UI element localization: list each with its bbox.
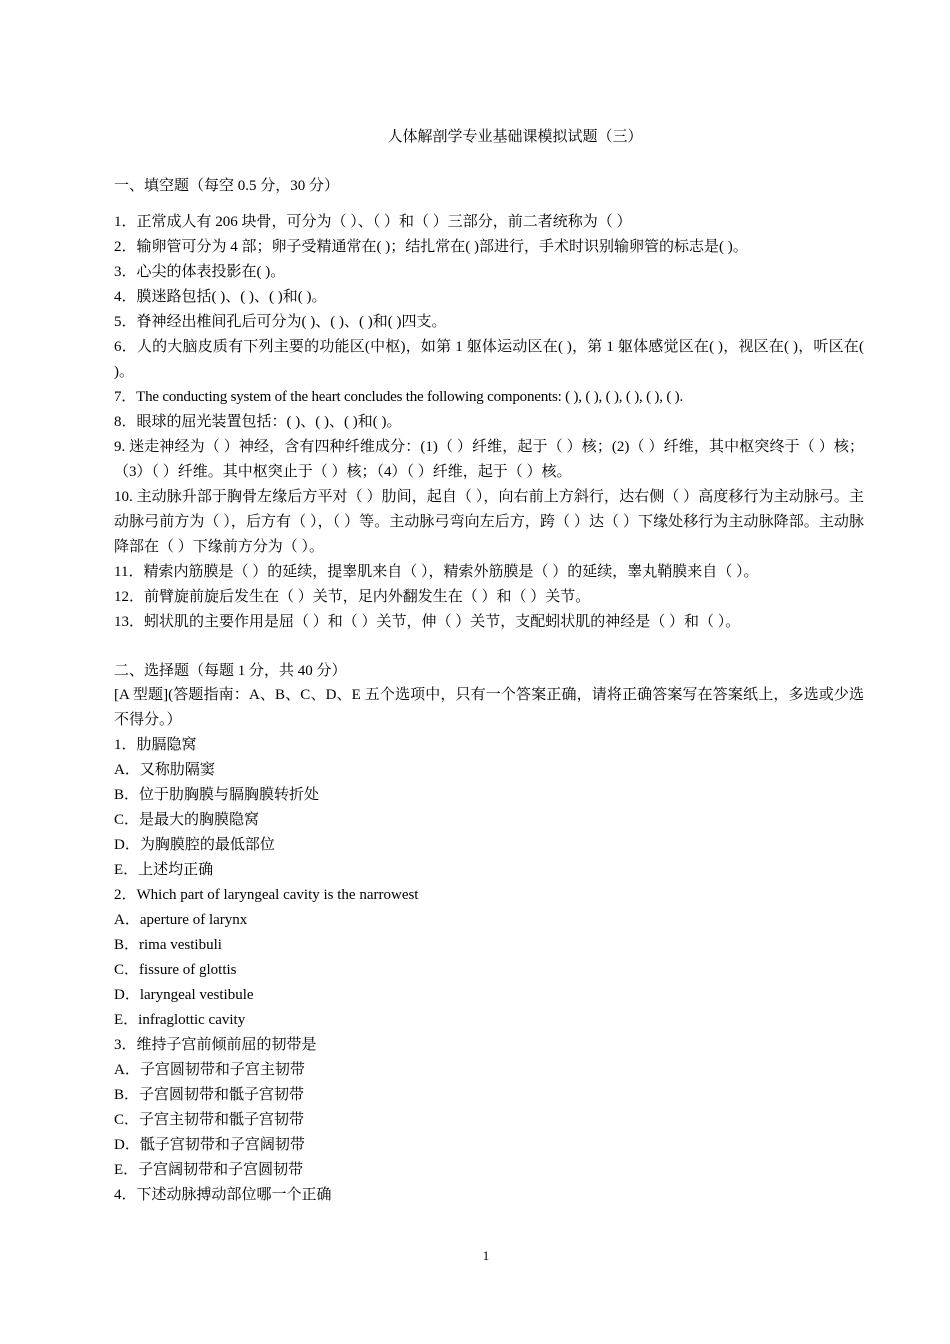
choice-line: 4．下述动脉搏动部位哪一个正确: [114, 1187, 332, 1203]
choice-line: 3．维持子宫前倾前屈的韧带是: [114, 1037, 317, 1053]
choice-line: C．是最大的胸膜隐窝: [114, 812, 260, 828]
choice-line: C．fissure of glottis: [114, 962, 237, 978]
choice-instruction: [A 型题](答题指南：A、B、C、D、E 五个选项中，只有一个答案正确，请将正确答案写在答案纸上，多选或少选不得分。）: [114, 687, 864, 728]
choice-line: D．为胸膜腔的最低部位: [114, 837, 275, 853]
choice-line: A．子宫圆韧带和子宫主韧带: [114, 1062, 305, 1078]
question-4: 4．膜迷路包括( )、( )、( )和( )。: [114, 289, 327, 305]
choice-line: C．子宫主韧带和骶子宫韧带: [114, 1112, 305, 1128]
choice-line: D．laryngeal vestibule: [114, 987, 254, 1003]
choice-line: A．aperture of larynx: [114, 912, 248, 928]
section-fill-blank-heading: 一、填空题（每空 0.5 分，30 分）: [114, 178, 340, 194]
choice-line: B．rima vestibuli: [114, 937, 222, 953]
question-8: 8．眼球的屈光装置包括：( )、( )、( )和( )。: [114, 414, 402, 430]
question-9: 9. 迷走神经为（ ）神经，含有四种纤维成分：(1)（ ）纤维，起于（ ）核；(2)（ ）纤维，其中枢突终于（ ）核；（3）（ ）纤维。其中枢突止于（ ）核；（4）（ ）纤维，起于（ ）核。: [114, 439, 864, 480]
question-7: 7．The conducting system of the heart concludes the following components: ( ), ( ), ( ), ( ), ( ), ( ).: [114, 389, 684, 405]
section-choice-heading: 二、选择题（每题 1 分，共 40 分）: [114, 663, 347, 679]
question-13: 13．蚓状肌的主要作用是屈（ ）和（ ）关节，伸（ ）关节，支配蚓状肌的神经是（ ）和（ ）。: [114, 614, 741, 630]
question-5: 5．脊神经出椎间孔后可分为( )、( )、( )和( )四支。: [114, 314, 447, 330]
question-12: 12．前臂旋前旋后发生在（ ）关节，足内外翻发生在（ ）和（ ）关节。: [114, 589, 591, 605]
choice-line: D．骶子宫韧带和子宫阔韧带: [114, 1137, 305, 1153]
choice-questions: [114, 683, 864, 1208]
question-10: 10. 主动脉升部于胸骨左缘后方平对（ ）肋间，起自（ ），向右前上方斜行，达右侧（ ）高度移行为主动脉弓。主动脉弓前方为（ ），后方有（ ），（ ）等。主动脉弓弯向左后方，跨（ ）达（ ）下缘处移行为主动脉降部。主动脉降部在（ ）下缘前方分为（ ）。: [114, 489, 864, 555]
choice-line: E．上述均正确: [114, 862, 214, 878]
question-11: 11．精索内筋膜是（ ）的延续，提睾肌来自（ ），精索外筋膜是（ ）的延续，睾丸鞘膜来自（ ）。: [114, 564, 759, 580]
question-2: 2．输卵管可分为 4 部；卵子受精通常在( )；结扎常在( )部进行，手术时识别输卵管的标志是( )。: [114, 239, 748, 255]
page-number: 1: [482, 1248, 490, 1263]
question-3: 3．心尖的体表投影在( )。: [114, 264, 286, 280]
fill-blank-questions: [114, 210, 864, 635]
choice-line: B．位于肋胸膜与膈胸膜转折处: [114, 787, 320, 803]
question-6: 6．人的大脑皮质有下列主要的功能区(中枢)，如第 1 躯体运动区在( )，第 1 躯体感觉区在( )，视区在( )，听区在( )。: [114, 339, 864, 380]
question-1: 1．正常成人有 206 块骨，可分为（ ）、（ ）和（ ）三部分，前二者统称为（ ）: [114, 214, 632, 230]
choice-line: E．子宫阔韧带和子宫圆韧带: [114, 1162, 304, 1178]
choice-line: E．infraglottic cavity: [114, 1012, 246, 1028]
choice-line: A．又称肋隔窦: [114, 762, 215, 778]
choice-line: 1．肋膈隐窝: [114, 737, 197, 753]
choice-line: 2．Which part of laryngeal cavity is the narrowest: [114, 887, 419, 903]
choice-line: B．子宫圆韧带和骶子宫韧带: [114, 1087, 305, 1103]
document-title: 人体解剖学专业基础课模拟试题（三）: [387, 129, 643, 145]
